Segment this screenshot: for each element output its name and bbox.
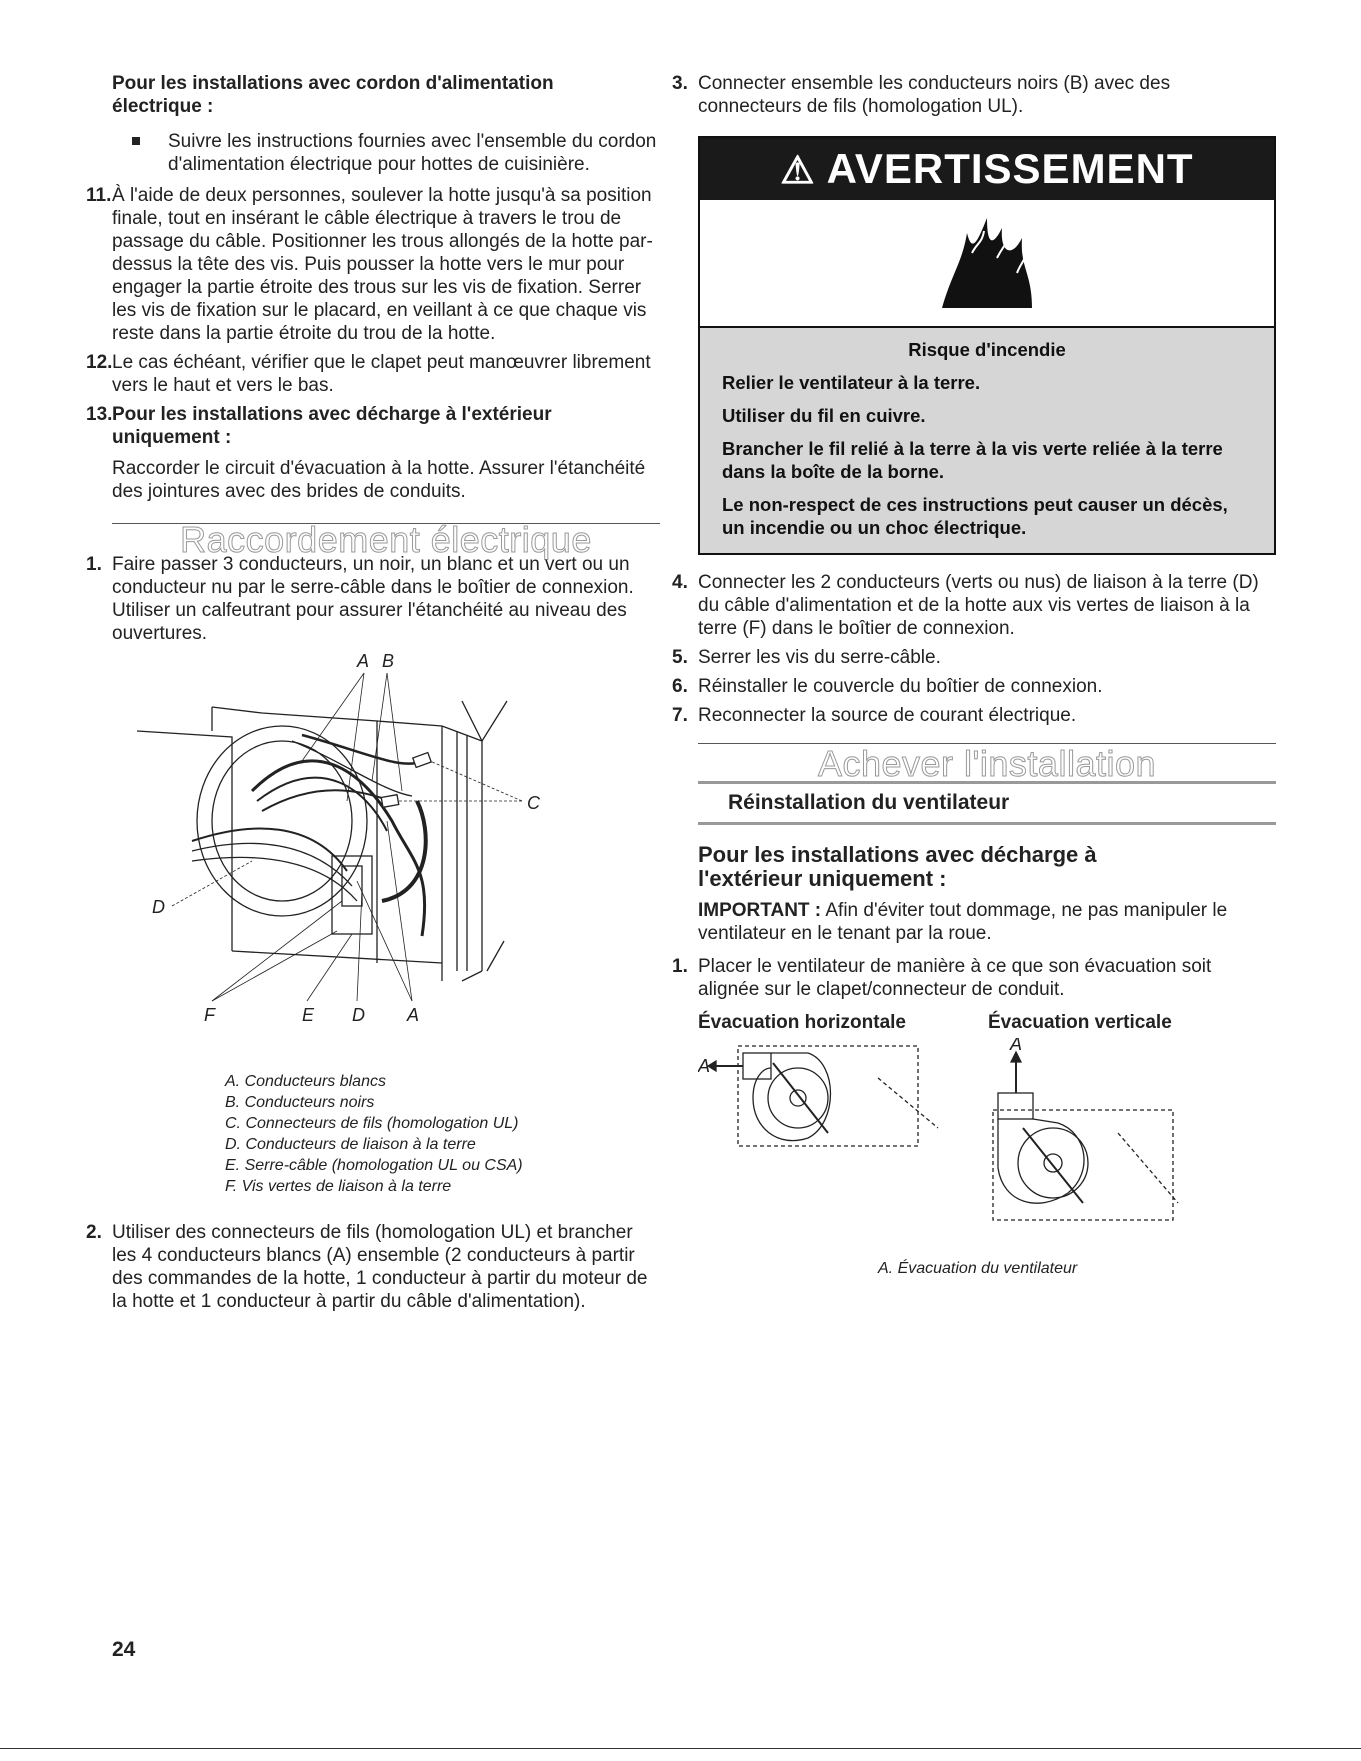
- warning-line-1: Relier le ventilateur à la terre.: [722, 372, 981, 393]
- right-column: [672, 72, 1276, 1279]
- caption-c: C. Connecteurs de fils (homologation UL): [225, 1115, 519, 1132]
- important-note: IMPORTANT : Afin d'éviter tout dommage, ne pas manipuler le ventilateur en le tenant par la roue.: [698, 900, 1228, 944]
- warning-line-3: Brancher le fil relié à la terre à la vis verte reliée à la terre dans la boîte de la borne.: [722, 438, 1223, 482]
- warning-line-2: Utiliser du fil en cuivre.: [722, 405, 926, 426]
- warning-line-4: Le non-respect de ces instructions peut causer un décès, un incendie ou un choc électrique.: [722, 494, 1228, 538]
- bottom-rule: [0, 1748, 1361, 1749]
- electrical-step-4: 4. Connecter les 2 conducteurs (verts ou nus) de liaison à la terre (D) du câble d'alimentation et de la hotte aux vis vertes de liaison à la terre (F) dans le boîtier de connexion.: [672, 572, 1259, 639]
- left-column: [86, 72, 660, 1319]
- fan-label-a-vertical: A: [1010, 1038, 1023, 1054]
- power-cord-bullet: Suivre les instructions fournies avec l'ensemble du cordon d'alimentation électrique pour hottes de cuisinière.: [132, 130, 660, 176]
- section-title-electrical: Raccordement électrique: [180, 519, 592, 560]
- figure-label-b: B: [382, 651, 395, 671]
- electrical-step-5: 5. Serrer les vis du serre-câble.: [672, 647, 941, 668]
- caption-f: F. Vis vertes de liaison à la terre: [225, 1178, 452, 1195]
- fan-diagrams: [698, 1038, 1276, 1248]
- figure-label-d-left: D: [152, 897, 165, 917]
- caption-e: E. Serre-câble (homologation UL ou CSA): [225, 1157, 523, 1174]
- warning-triangle-icon: ⚠: [780, 150, 816, 192]
- warning-icon-area: [700, 200, 1274, 328]
- caption-d: D. Conducteurs de liaison à la terre: [225, 1136, 476, 1153]
- fan-caption: A. Évacuation du ventilateur: [878, 1260, 1078, 1277]
- page-number: 24: [112, 1638, 136, 1661]
- step-13: 13. Pour les installations avec décharge à l'extérieur uniquement :: [86, 404, 552, 448]
- fan-label-a-horizontal: A: [698, 1056, 711, 1076]
- step-13-text: Raccorder le circuit d'évacuation à la hotte. Assurer l'étanchéité des jointures avec des brides de conduits.: [112, 458, 646, 502]
- electrical-step-1: 1. Faire passer 3 conducteurs, un noir, un blanc et un vert ou un conducteur nu par le serre-câble dans le boîtier de connexion. Utiliser un calfeutrant pour assurer l'étanchéité au niveau des ouvertures.: [86, 554, 634, 644]
- vertical-vent-label: Évacuation verticale: [988, 1012, 1172, 1033]
- fire-icon: [932, 213, 1042, 313]
- warning-risk: Risque d'incendie: [908, 339, 1066, 360]
- electrical-step-3: 3. Connecter ensemble les conducteurs noirs (B) avec des connecteurs de fils (homologation UL).: [672, 73, 1171, 117]
- figure-captions: [225, 1071, 660, 1197]
- step-12: 12. Le cas échéant, vérifier que le clapet peut manœuvrer librement vers le haut et vers le bas.: [86, 352, 651, 396]
- wiring-diagram: [132, 651, 572, 1061]
- warning-header: ⚠ AVERTISSEMENT: [700, 138, 1274, 200]
- figure-label-d-bottom: D: [352, 1005, 365, 1025]
- step-11: 11. À l'aide de deux personnes, soulever la hotte jusqu'à sa position finale, tout en insérant le câble électrique à travers le trou de passage du câble. Positionner les trous allongés de la hotte par-dessus la tête des vis. Puis pousser la hotte vers le mur pour engager la partie étroite des trous sur les vis de fixation. Serrer les vis de fixation sur le placard, en veillant à ce que chaque vis reste dans la partie étroite du trou de la hotte.: [86, 185, 653, 344]
- figure-label-a-top: A: [357, 651, 370, 671]
- warning-box: [698, 136, 1276, 555]
- electrical-step-2: 2. Utiliser des connecteurs de fils (homologation UL) et brancher les 4 conducteurs blancs (A) ensemble (2 conducteurs à partir des commandes de la hotte, 1 conducteur à partir du moteur de la hotte et 1 conducteur à partir du câble d'alimentation).: [86, 1222, 648, 1312]
- power-cord-heading: Pour les installations avec cordon d'alimentation électrique :: [112, 73, 554, 117]
- figure-label-f: F: [204, 1005, 215, 1025]
- finish-step-1: 1. Placer le ventilateur de manière à ce que son évacuation soit alignée sur le clapet/connecteur de conduit.: [672, 956, 1212, 1000]
- bullet-square-icon: [132, 137, 140, 145]
- caption-b: B. Conducteurs noirs: [225, 1094, 375, 1111]
- section-title-finish: Achever l'installation: [817, 743, 1157, 784]
- figure-label-c: C: [527, 793, 540, 813]
- warning-body: [700, 328, 1274, 553]
- outside-heading: Pour les installations avec décharge à l'extérieur uniquement :: [698, 842, 1097, 891]
- vent-labels: [698, 1011, 1276, 1034]
- caption-a: A. Conducteurs blancs: [225, 1073, 386, 1090]
- electrical-step-7: 7. Reconnecter la source de courant électrique.: [672, 705, 1077, 726]
- electrical-step-6: 6. Réinstaller le couvercle du boîtier de connexion.: [672, 676, 1103, 697]
- figure-label-e: E: [302, 1005, 315, 1025]
- figure-label-a-bottom: A: [407, 1005, 420, 1025]
- horizontal-vent-label: Évacuation horizontale: [698, 1012, 906, 1033]
- subsection-fan-reinstall: Réinstallation du ventilateur: [698, 781, 1276, 825]
